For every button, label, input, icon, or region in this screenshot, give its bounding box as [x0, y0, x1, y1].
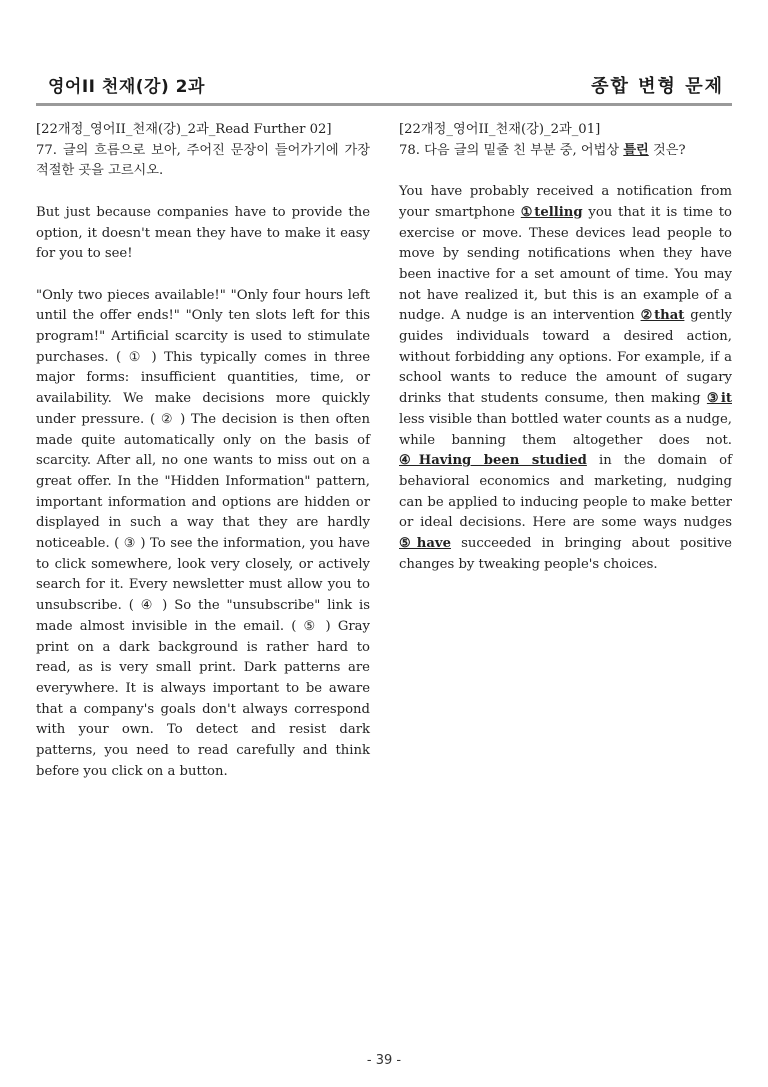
q77-given-sentence: But just because companies have to provide the option, it doesn't mean they have to make it easy for you to see! [36, 204, 370, 262]
q78-question-prefix: 78. 다음 글의 밑줄 친 부분 중, 어법상 [399, 142, 624, 158]
underlined-choice: ①telling [520, 204, 583, 220]
q78-question-suffix: 것은? [648, 142, 686, 158]
passage-text: in the domain of behavioral economics and marketing, nudging can be applied to inducing people to make better or ideal decisions. Here are some ways nudges [399, 453, 732, 531]
underlined-choice: ④Having been studied [399, 453, 587, 469]
passage-text: gently guides individuals toward a desired action, without forbidding any options. For example, if a school wants to reduce the amount of sugary drinks that students consume, then making [399, 308, 733, 407]
header-rule [36, 103, 732, 106]
underlined-choice: ③it [706, 391, 732, 407]
q77-source: [22개정_영어II_천재(강)_2과_Read Further 02] [36, 122, 332, 137]
q78-source: [22개정_영어II_천재(강)_2과_01] [399, 122, 601, 137]
q78-question-emphasis: 틀린 [623, 142, 649, 158]
question-77-column [36, 120, 370, 782]
passage-text: You have probably received a notification from your smartphone [399, 184, 732, 220]
question-78-column [399, 120, 732, 575]
passage-text: succeeded in bringing about positive changes by tweaking people's choices. [399, 536, 732, 572]
q78-passage [399, 182, 732, 575]
q77-passage: "Only two pieces available!" "Only four hours left until the offer ends!" "Only ten slots left for this program!" Artificial scarcity is used to stimulate purchases. ( ① ) This typically comes in three major forms: insufficient quantities, time, or availability. We make decisions more quickly under pressure. ( ② ) The decision is then often made quite automatically only on the basis of scarcity. After all, no one wants to miss out on a great offer. In the "Hidden Information" pattern, important information and options are hidden or displayed in such a way that they are hardly noticeable. ( ③ ) To see the information, you have to click somewhere, look very closely, or actively search for it. Every newsletter must allow you to unsubscribe. ( ④ ) So the "unsubscribe" link is made almost invisible in the email. ( ⑤ ) Gray print on a dark background is rather hard to read, as is very small print. Dark patterns are everywhere. It is always important to be aware that a company's goals don't always correspond with your own. To detect and resist dark patterns, you need to read carefully and think before you click on a button. [36, 287, 370, 779]
header-right-title: 종합 변형 문제 [591, 76, 724, 97]
page-header [36, 72, 732, 104]
page-number: - 39 - [366, 1053, 402, 1068]
q77-question: 77. 글의 흐름으로 보아, 주어진 문장이 들어가기에 가장 적절한 곳을 고르시오. [36, 142, 370, 179]
passage-text: less visible than bottled water counts as a nudge, while banning them altogether does not. [399, 411, 732, 448]
passage-text: you that it is time to exercise or move. These devices lead people to move by sending notifications when they have been inactive for a set amount of time. You may not have realized it, but this is an example of a nudge. A nudge is an intervention [399, 204, 732, 324]
underlined-choice: ⑤have [399, 536, 451, 552]
q78-question [399, 141, 732, 162]
underlined-choice: ②that [640, 308, 685, 324]
header-left-title: 영어II 천재(강) 2과 [48, 77, 205, 97]
